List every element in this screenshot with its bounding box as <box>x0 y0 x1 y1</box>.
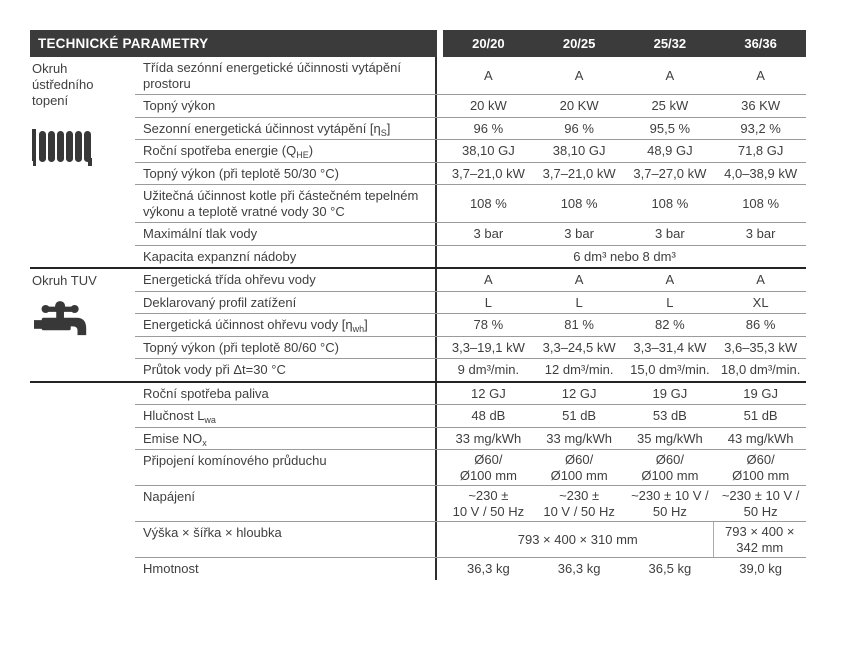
value-cell: 6 dm³ nebo 8 dm³ <box>573 248 676 264</box>
value-cell: 3,3–31,4 kW <box>633 339 707 355</box>
value-cell: XL <box>752 294 769 310</box>
value-cell: ~230 ± 10 V / 50 Hz <box>543 488 615 519</box>
value-cell: 36,3 kg <box>557 561 601 576</box>
value-cell: Ø60/ Ø100 mm <box>641 452 699 483</box>
table-row <box>135 427 806 450</box>
value-cell: 3 bar <box>655 226 685 241</box>
group-label-text: Okruh TUV <box>32 273 97 288</box>
value-cell: L <box>666 294 674 310</box>
row-values <box>443 522 806 557</box>
row-label: Kapacita expanzní nádoby <box>135 246 437 268</box>
row-values <box>443 558 806 580</box>
value-cell: L <box>575 294 583 310</box>
row-label: Energetická účinnost ohřevu vody $[\eta_{wh}]$ <box>135 314 437 336</box>
value-cell: 33 mg/kWh <box>546 430 612 446</box>
value-cell: A <box>665 272 675 287</box>
technical-parameters-table <box>30 30 806 580</box>
value-cell: 36 KW <box>741 98 781 113</box>
group-label <box>30 383 135 580</box>
value-cell: 53 dB <box>652 408 687 423</box>
radiator-icon <box>32 127 94 167</box>
row-values <box>443 428 806 450</box>
table-row <box>135 557 806 580</box>
value-cell: 12 GJ <box>471 385 506 401</box>
table-section <box>30 57 806 267</box>
row-values <box>443 246 806 268</box>
value-cell: 18,0 dm³/min. <box>720 362 801 377</box>
value-cell: 15,0 dm³/min. <box>630 362 710 377</box>
table-row <box>135 57 806 94</box>
value-cell: A <box>484 67 493 83</box>
value-cell: 48,9 GJ <box>647 143 693 158</box>
table-row <box>135 222 806 245</box>
value-cell: 108 % <box>469 195 507 211</box>
value-cell: 33 mg/kWh <box>455 430 522 446</box>
column-header: 36/36 <box>744 36 777 51</box>
value-cell: 51 dB <box>743 408 778 423</box>
row-label: Maximální tlak vody <box>135 223 437 245</box>
table-section <box>30 381 806 580</box>
value-cell: 93,2 % <box>740 120 781 136</box>
group-label-text: Okruh ústředního topení <box>32 61 94 108</box>
row-label: Sezonní energetická účinnost vytápění $[\eta_S]$ <box>135 118 437 140</box>
value-cell: 25 kW <box>651 98 689 113</box>
table-row <box>135 245 806 268</box>
row-values <box>443 450 806 485</box>
value-cell: 51 dB <box>562 408 597 423</box>
row-label: Roční spotřeba paliva <box>135 383 437 405</box>
value-cell: 19 GJ <box>743 385 778 401</box>
value-cell: A <box>756 272 765 287</box>
row-values <box>443 383 806 405</box>
row-label: Topný výkon (při teplotě 50/30 °C) <box>135 163 437 185</box>
value-cell: 108 % <box>651 195 689 211</box>
value-cell: A <box>665 67 675 83</box>
value-cell: 86 % <box>745 317 776 332</box>
value-cell: 19 GJ <box>652 385 688 401</box>
value-cell: 12 dm³/min. <box>544 362 614 377</box>
table-row <box>135 485 806 521</box>
value-cell: A <box>484 272 493 287</box>
value-cell: 3,7–21,0 kW <box>451 165 525 181</box>
value-cell: 12 GJ <box>561 385 597 401</box>
value-cell: 4,0–38,9 kW <box>724 165 798 181</box>
row-values <box>443 185 806 222</box>
value-cell: 36,3 kg <box>467 561 510 576</box>
table-row <box>135 139 806 162</box>
row-label: Topný výkon <box>135 95 437 117</box>
value-cell: 81 % <box>564 317 594 332</box>
table-row <box>135 521 806 557</box>
row-values <box>443 292 806 314</box>
value-cell: 20 KW <box>559 98 599 113</box>
table-header <box>30 30 806 57</box>
table-row <box>135 94 806 117</box>
table-row <box>135 383 806 405</box>
row-values <box>443 163 806 185</box>
value-cell: 3,3–19,1 kW <box>451 339 525 355</box>
value-cell: 43 mg/kWh <box>727 430 794 446</box>
value-cell: Ø60/ Ø100 mm <box>732 452 790 483</box>
value-cell: 71,8 GJ <box>737 143 784 158</box>
row-label: Připojení komínového průduchu <box>135 450 437 485</box>
group-label <box>30 269 135 381</box>
column-header: 25/32 <box>653 36 687 51</box>
value-cell: A <box>574 67 584 83</box>
value-cell: ~230 ± 10 V / 50 Hz <box>631 488 709 519</box>
value-cell: ~230 ± 10 V / 50 Hz <box>452 488 525 519</box>
model-column-headers <box>443 30 806 57</box>
value-cell: Ø60/ Ø100 mm <box>459 452 517 483</box>
value-cell: 95,5 % <box>649 120 691 136</box>
value-cell: 793 × 400 × 310 mm <box>517 531 638 547</box>
value-cell: 38,10 GJ <box>552 143 606 158</box>
value-cell: L <box>484 294 492 310</box>
table-section <box>30 267 806 381</box>
table-row <box>135 336 806 359</box>
value-cell: 82 % <box>655 317 685 332</box>
value-cell: 9 dm³/min. <box>457 362 520 377</box>
row-label: Roční spotřeba energie $(Q_{HE})$ <box>135 140 437 162</box>
row-label: Průtok vody při Δt=30 °C <box>135 359 437 381</box>
table-row <box>135 404 806 427</box>
row-label: Výška × šířka × hloubka <box>135 522 437 557</box>
value-cell: 48 dB <box>471 408 506 423</box>
table-title: TECHNICKÉ PARAMETRY <box>30 30 437 57</box>
value-cell: 78 % <box>473 317 504 332</box>
table-row <box>135 449 806 485</box>
value-cell: 108 % <box>560 195 598 211</box>
value-cell: 36,5 kg <box>648 561 692 576</box>
table-row <box>135 184 806 222</box>
value-cell: 108 % <box>742 195 780 211</box>
row-label: Hmotnost <box>135 558 437 580</box>
table-row <box>135 117 806 140</box>
value-cell: 3,3–24,5 kW <box>542 339 616 355</box>
row-values <box>443 223 806 245</box>
value-cell: 793 × 400 × 342 mm <box>713 522 807 557</box>
value-cell: 20 kW <box>469 98 507 113</box>
value-cell: 96 % <box>564 120 594 136</box>
table-row <box>135 291 806 314</box>
row-values <box>443 314 806 336</box>
row-values <box>443 269 806 291</box>
row-values <box>443 337 806 359</box>
row-values <box>443 57 806 94</box>
value-cell: A <box>574 272 584 287</box>
column-header: 20/20 <box>472 36 505 51</box>
value-cell: A <box>756 67 765 83</box>
row-label: Topný výkon (při teplotě 80/60 °C) <box>135 337 437 359</box>
value-cell: 3 bar <box>564 226 594 241</box>
value-cell: 96 % <box>473 120 504 136</box>
value-cell: Ø60/ Ø100 mm <box>550 452 608 483</box>
row-label: Třída sezónní energetické účinnosti vytápění prostoru <box>135 57 437 94</box>
value-cell: 3 bar <box>745 226 776 241</box>
value-cell: 3 bar <box>473 226 504 241</box>
value-cell: 35 mg/kWh <box>637 430 703 446</box>
value-cell: 38,10 GJ <box>461 143 515 158</box>
row-label: Hlučnost $L_{wa}$ <box>135 405 437 427</box>
group-label <box>30 57 135 267</box>
row-label: Energetická třída ohřevu vody <box>135 269 437 291</box>
row-label: Napájení <box>135 486 437 521</box>
column-header: 20/25 <box>562 36 596 51</box>
table-row <box>135 358 806 381</box>
value-cell: 39,0 kg <box>739 561 782 576</box>
row-values <box>443 95 806 117</box>
row-values <box>443 486 806 521</box>
row-values <box>443 118 806 140</box>
value-cell: 3,7–21,0 kW <box>542 165 616 181</box>
row-values <box>443 359 806 381</box>
row-values <box>443 140 806 162</box>
value-cell: 3,7–27,0 kW <box>633 165 707 181</box>
table-row <box>135 162 806 185</box>
row-label: Deklarovaný profil zatížení <box>135 292 437 314</box>
row-label: Emise $NO_x$ <box>135 428 437 450</box>
row-values <box>443 405 806 427</box>
row-label: Užitečná účinnost kotle při částečném tepelném výkonu a teplotě vratné vody 30 °C <box>135 185 437 222</box>
tap-icon <box>34 301 92 346</box>
table-row <box>135 269 806 291</box>
value-cell: ~230 ± 10 V / 50 Hz <box>721 488 800 519</box>
table-row <box>135 313 806 336</box>
value-cell: 3,6–35,3 kW <box>724 339 798 355</box>
